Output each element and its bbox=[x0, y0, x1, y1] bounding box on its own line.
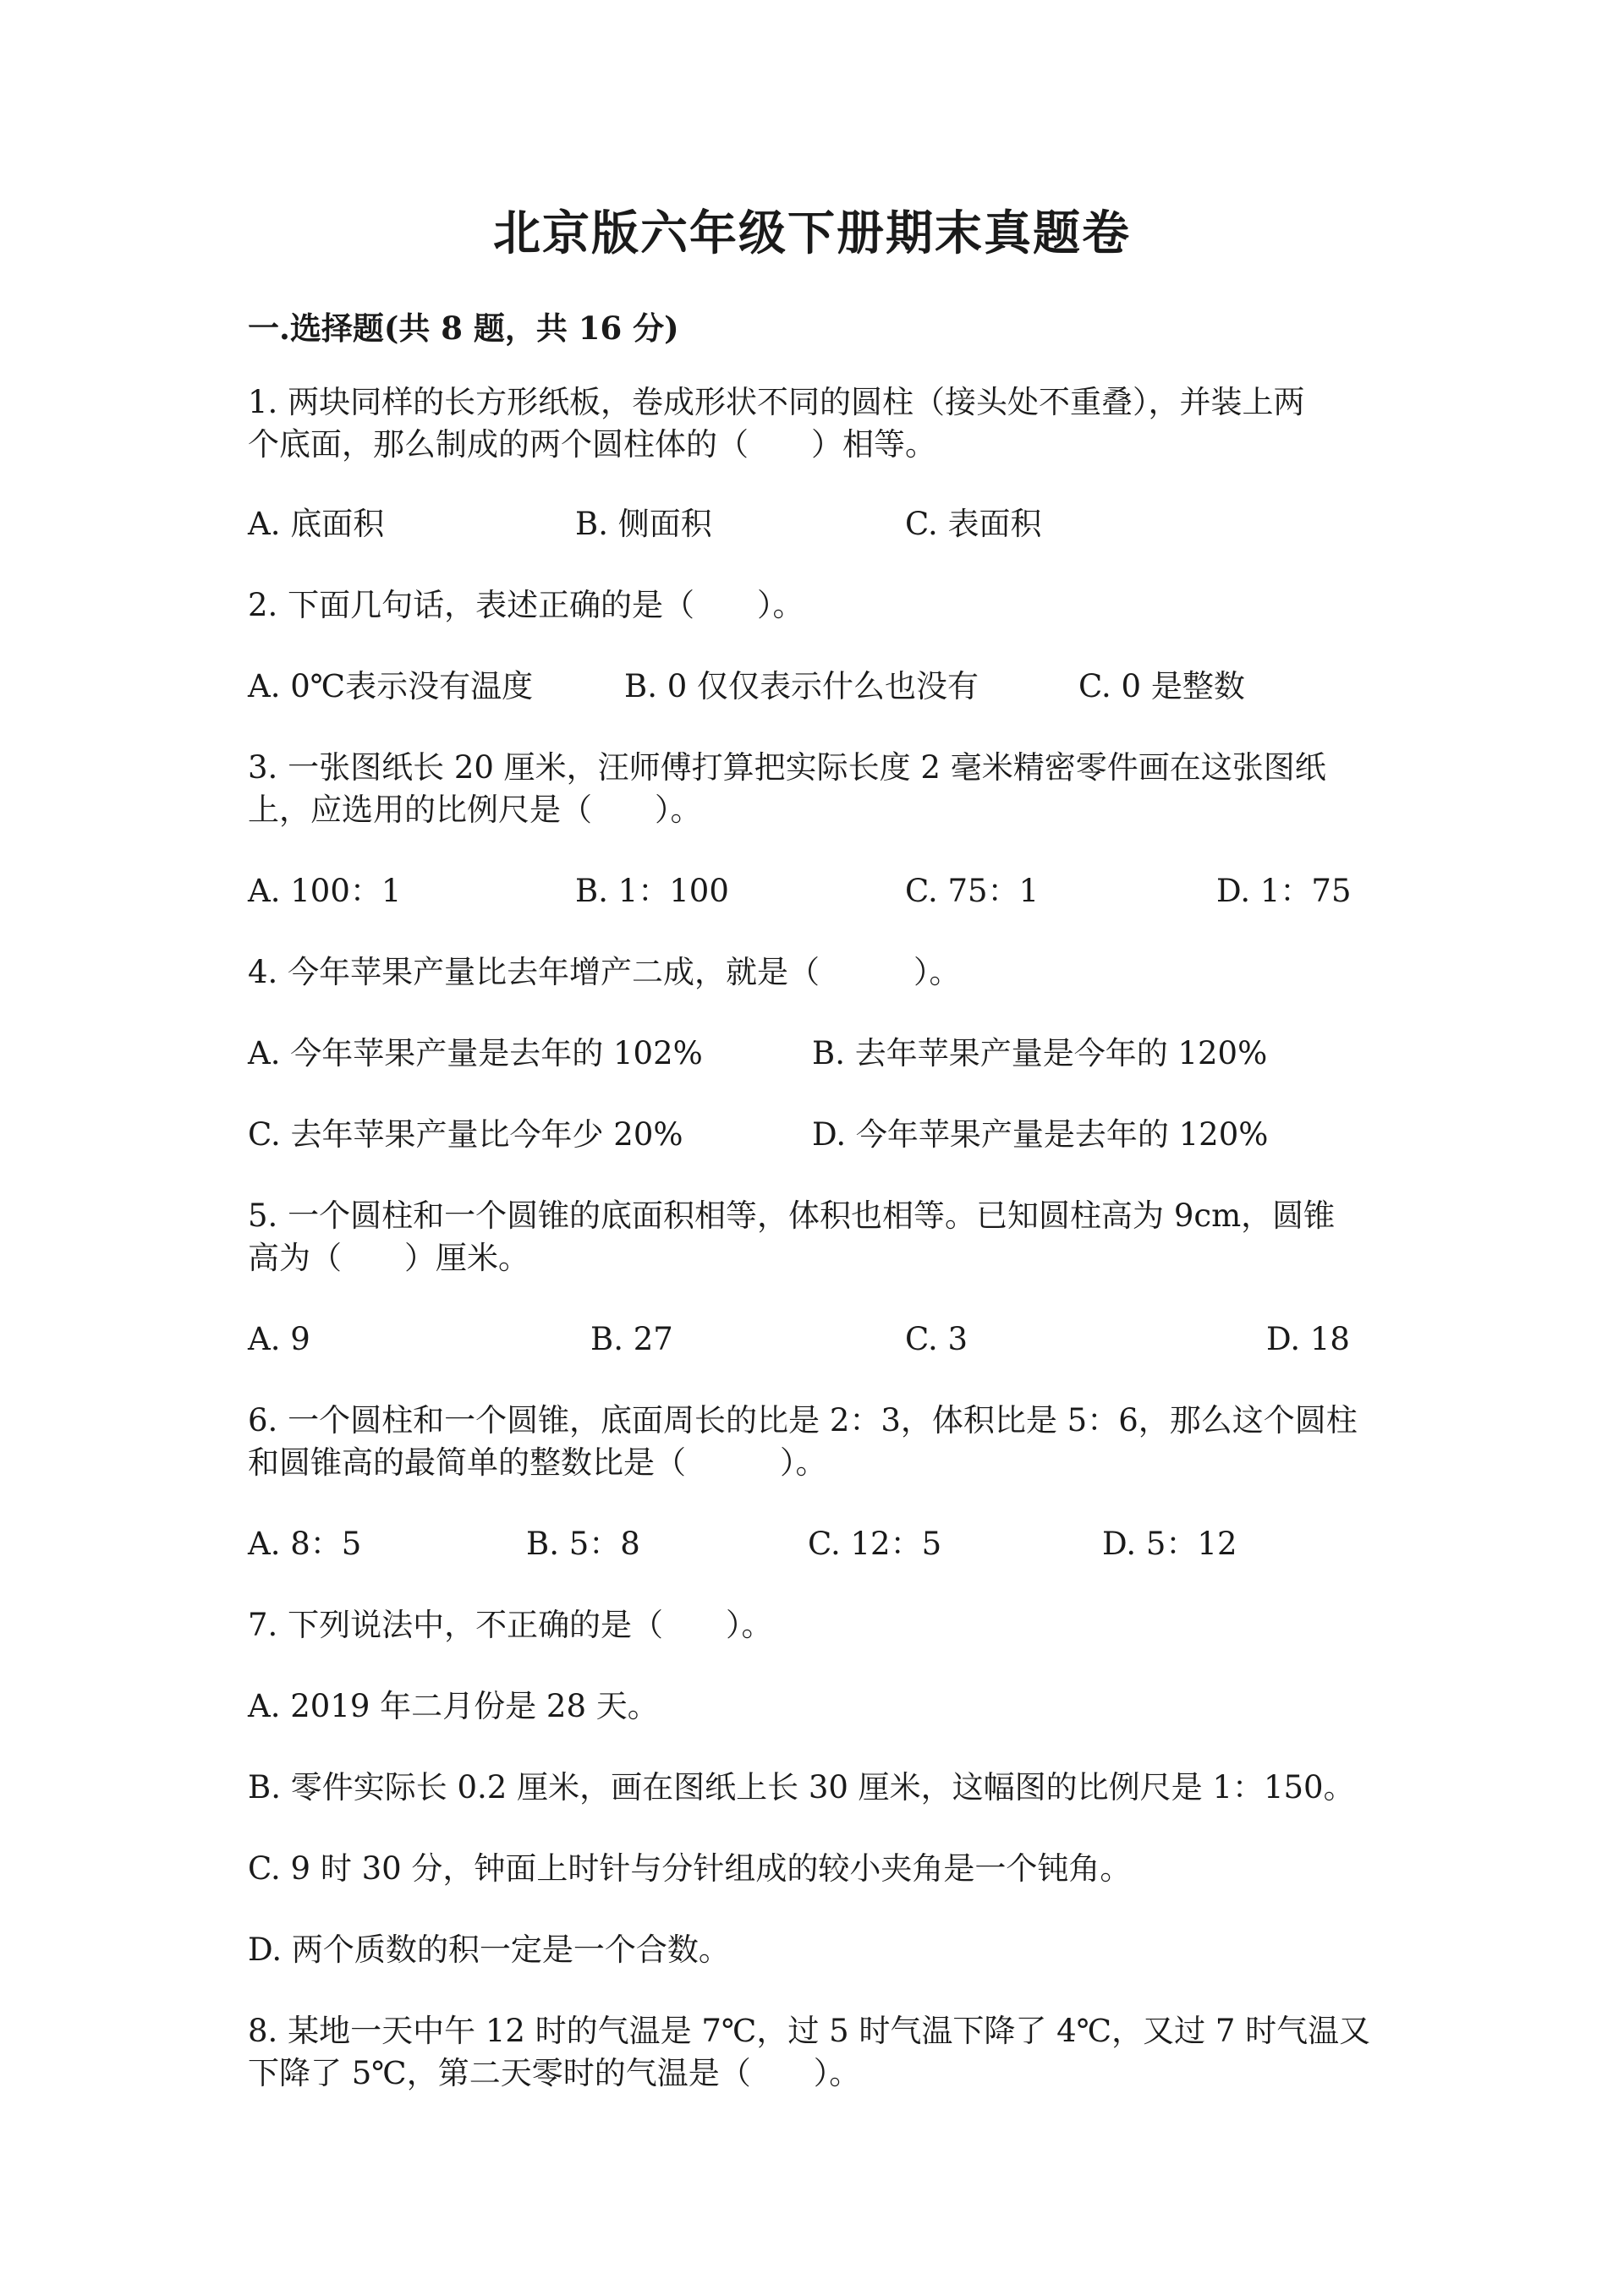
question-6-option-c: C. 12：5 bbox=[808, 1526, 942, 1562]
question-1-option-b: B. 侧面积 bbox=[575, 506, 712, 542]
question-6-option-b: B. 5：8 bbox=[526, 1526, 640, 1562]
question-6-option-d: D. 5：12 bbox=[1102, 1526, 1237, 1562]
question-2-option-c: C. 0 是整数 bbox=[1078, 668, 1245, 704]
question-2-option-a: A. 0℃表示没有温度 bbox=[248, 668, 534, 704]
question-3-option-b: B. 1：100 bbox=[575, 873, 729, 909]
question-5-option-b: B. 27 bbox=[590, 1321, 673, 1357]
question-3-line-1: 3. 一张图纸长 20 厘米，汪师傅打算把实际长度 2 毫米精密零件画在这张图纸 bbox=[248, 749, 1326, 786]
question-5-option-d: D. 18 bbox=[1266, 1321, 1350, 1357]
question-5-line-2: 高为（ ）厘米。 bbox=[248, 1240, 529, 1276]
question-2-line-1: 2. 下面几句话，表述正确的是（ ）。 bbox=[248, 587, 804, 623]
question-6-option-a: A. 8：5 bbox=[248, 1526, 362, 1562]
question-7-option-b: B. 零件实际长 0.2 厘米，画在图纸上长 30 厘米，这幅图的比例尺是 1：150。 bbox=[248, 1769, 1355, 1806]
question-1-option-a: A. 底面积 bbox=[248, 506, 385, 542]
question-2-option-b: B. 0 仅仅表示什么也没有 bbox=[624, 668, 979, 704]
question-8-line-1: 8. 某地一天中午 12 时的气温是 7℃，过 5 时气温下降了 4℃，又过 7 时气温又 bbox=[248, 2013, 1371, 2049]
question-7-option-d: D. 两个质数的积一定是一个合数。 bbox=[248, 1932, 730, 1968]
question-4-option-b: B. 去年苹果产量是今年的 120% bbox=[812, 1035, 1268, 1071]
page-title: 北京版六年级下册期末真题卷 bbox=[493, 205, 1131, 261]
question-5-option-a: A. 9 bbox=[248, 1321, 310, 1357]
question-3-option-c: C. 75：1 bbox=[905, 873, 1040, 909]
question-6-line-2: 和圆锥高的最简单的整数比是（ ）。 bbox=[248, 1444, 827, 1481]
question-6-line-1: 6. 一个圆柱和一个圆锥，底面周长的比是 2：3，体积比是 5：6，那么这个圆柱 bbox=[248, 1402, 1358, 1438]
question-4-option-a: A. 今年苹果产量是去年的 102% bbox=[248, 1035, 703, 1071]
question-7-option-c: C. 9 时 30 分，钟面上时针与分针组成的较小夹角是一个钝角。 bbox=[248, 1850, 1132, 1887]
question-4-line-1: 4. 今年苹果产量比去年增产二成，就是（ ）。 bbox=[248, 954, 961, 990]
question-8-line-2: 下降了 5℃，第二天零时的气温是（ ）。 bbox=[248, 2055, 861, 2091]
section-heading: 一.选择题(共 8 题，共 16 分) bbox=[248, 310, 679, 347]
question-5-line-1: 5. 一个圆柱和一个圆锥的底面积相等，体积也相等。已知圆柱高为 9cm，圆锥 bbox=[248, 1197, 1336, 1234]
question-1-line-2: 个底面，那么制成的两个圆柱体的（ ）相等。 bbox=[248, 426, 936, 463]
question-3-line-2: 上，应选用的比例尺是（ ）。 bbox=[248, 792, 702, 828]
question-4-option-c: C. 去年苹果产量比今年少 20% bbox=[248, 1116, 683, 1153]
question-3-option-d: D. 1：75 bbox=[1216, 873, 1352, 909]
question-1-option-c: C. 表面积 bbox=[905, 506, 1042, 542]
question-5-option-c: C. 3 bbox=[905, 1321, 968, 1357]
question-1-line-1: 1. 两块同样的长方形纸板，卷成形状不同的圆柱（接头处不重叠），并装上两 bbox=[248, 384, 1305, 420]
question-4-option-d: D. 今年苹果产量是去年的 120% bbox=[812, 1116, 1269, 1153]
question-7-option-a: A. 2019 年二月份是 28 天。 bbox=[248, 1688, 659, 1724]
question-7-line-1: 7. 下列说法中，不正确的是（ ）。 bbox=[248, 1607, 773, 1643]
question-3-option-a: A. 100：1 bbox=[248, 873, 402, 909]
